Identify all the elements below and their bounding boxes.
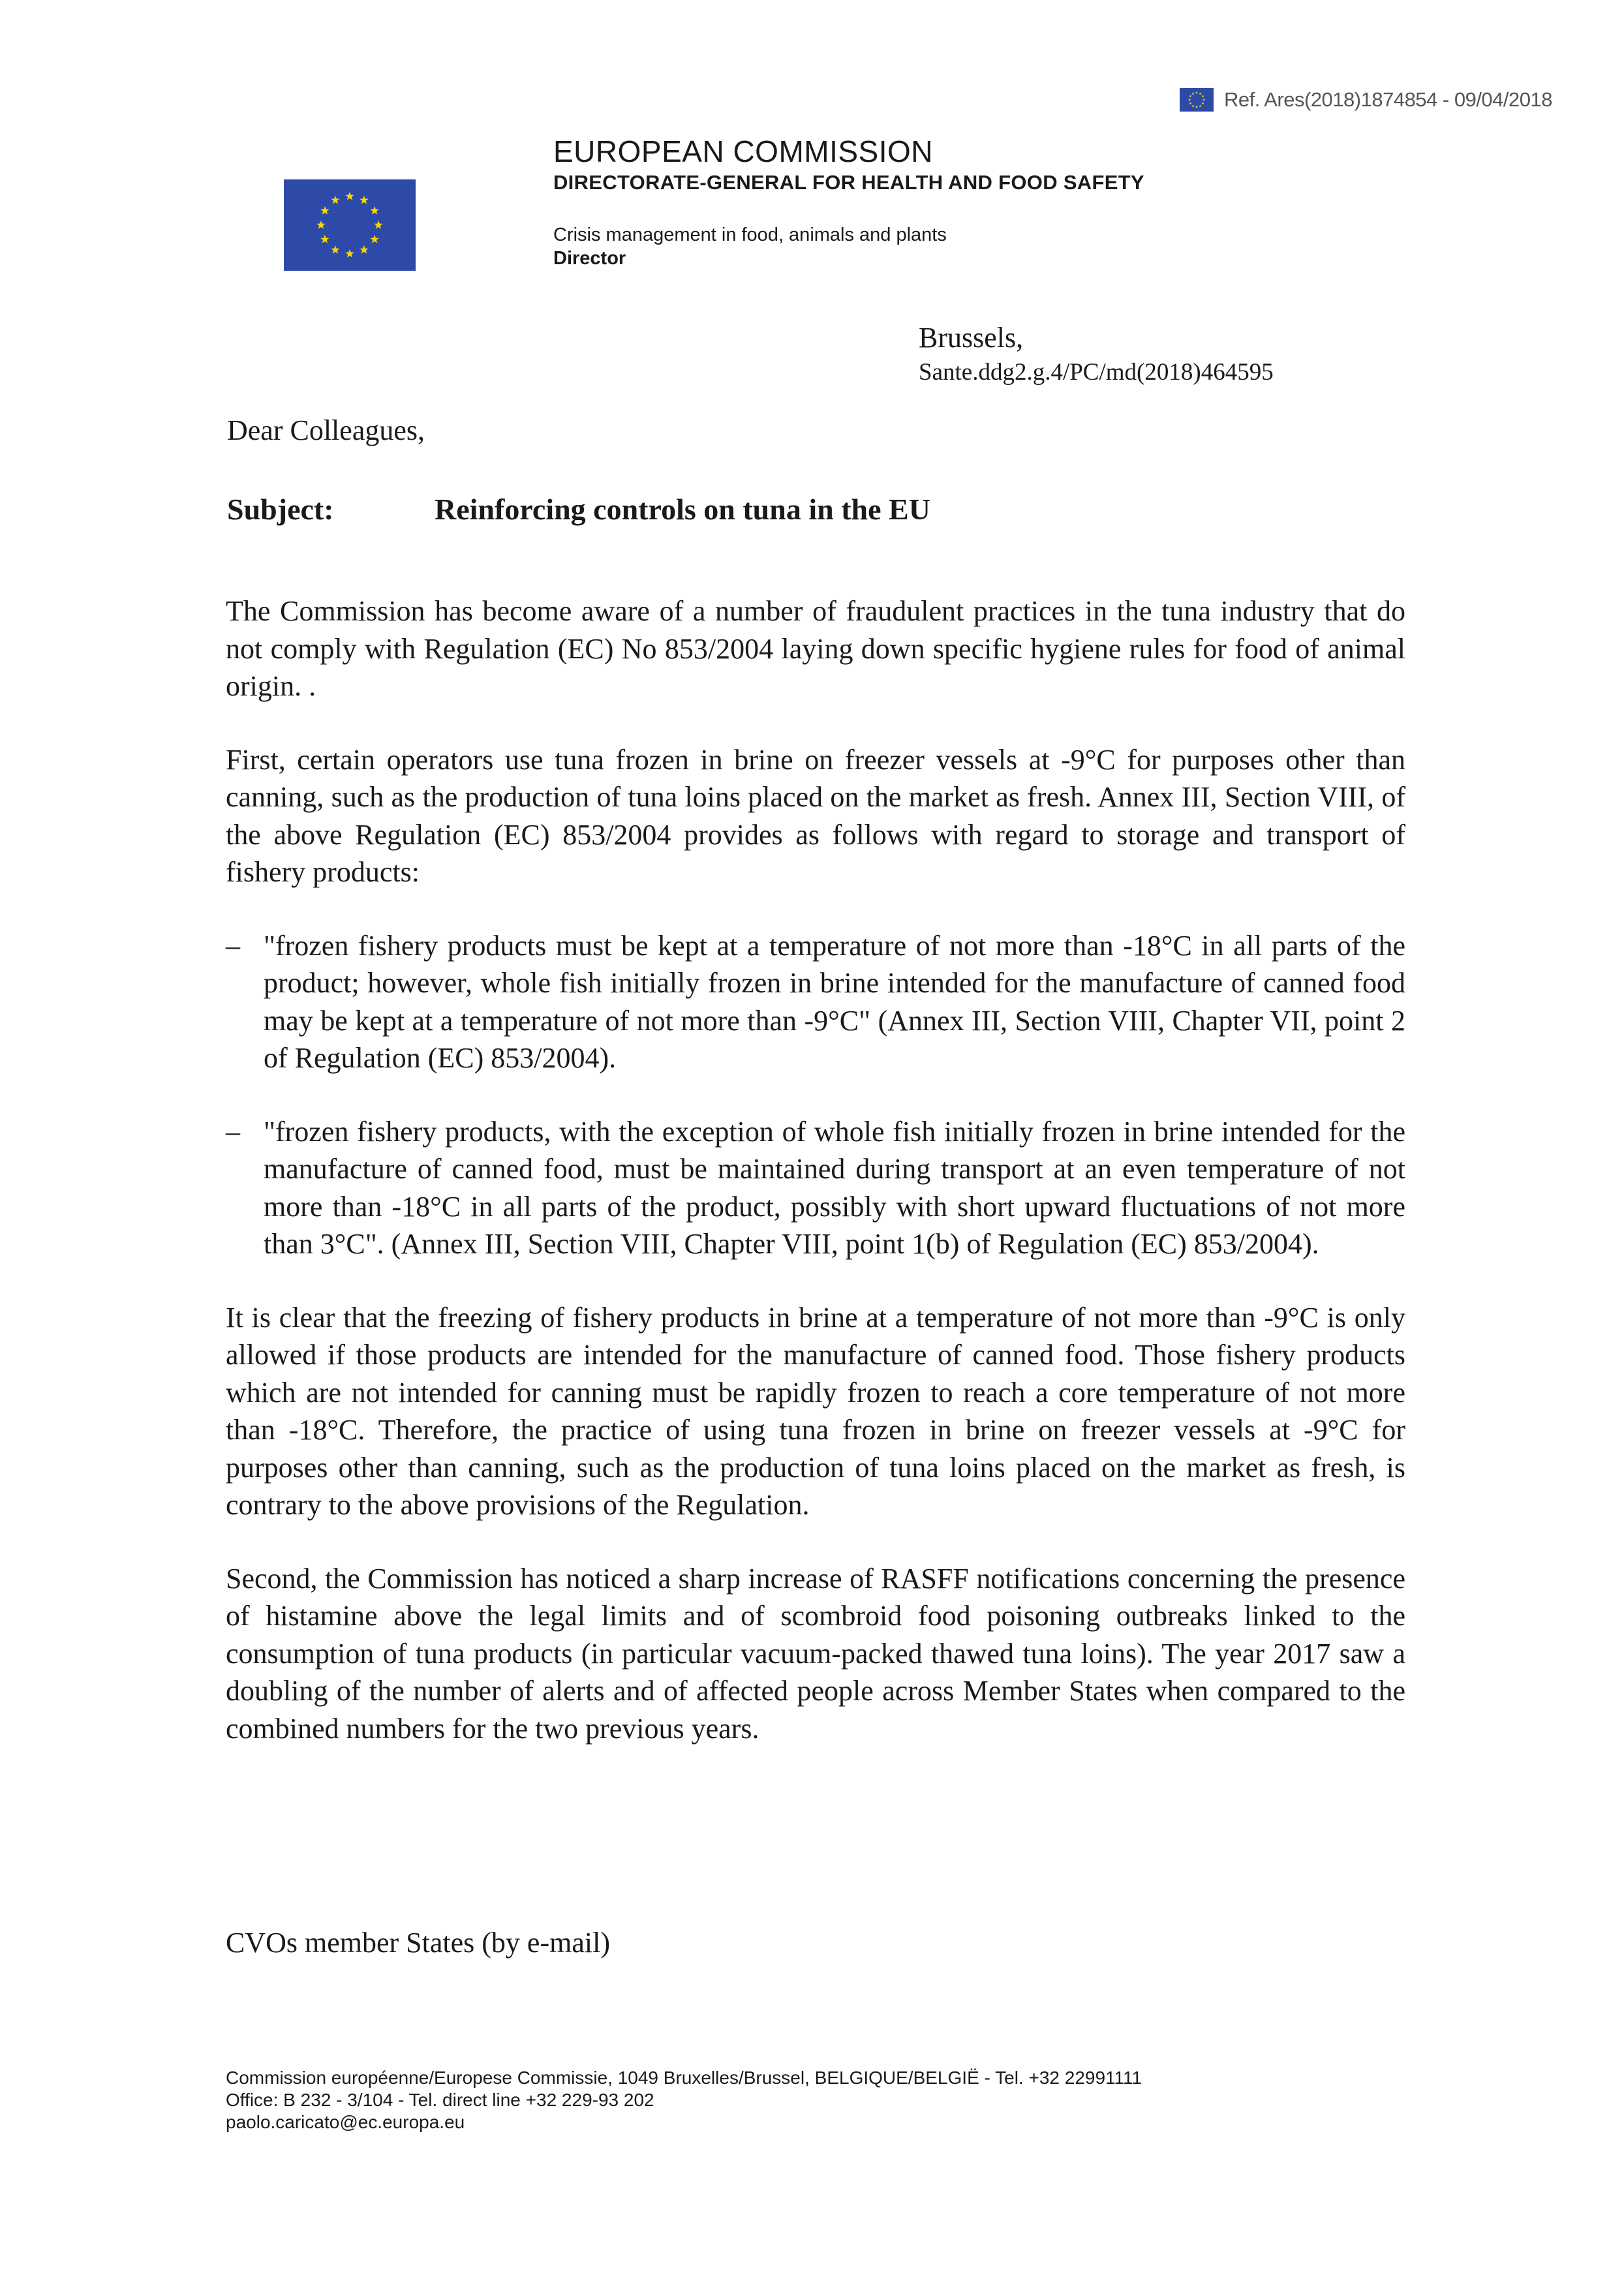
bullet-text: "frozen fishery products must be kept at a temperature of not more than -18°C in all parts of the product; however, whole fish initially frozen in brine intended for the manufacture of canned food may be kept at a temperature of not more than -9°C" (Annex III, Section VIII, Chapter VII, point 2 of Regulation (EC) 853/2004). xyxy=(264,929,1405,1074)
organisation-name: EUROPEAN COMMISSION xyxy=(553,134,934,168)
unit-name: Crisis management in food, animals and plants xyxy=(553,224,947,245)
subject-line xyxy=(227,491,930,528)
footer-address: Commission européenne/Europese Commissie, 1049 Bruxelles/Brussel, BELGIQUE/BELGIË - Tel. +32 22991111 xyxy=(226,2068,1142,2088)
letter-body xyxy=(226,592,1405,1783)
footer-office: Office: B 232 - 3/104 - Tel. direct line +32 229-93 202 xyxy=(226,2090,654,2110)
recipients: CVOs member States (by e-mail) xyxy=(226,1927,610,1959)
eu-flag-icon xyxy=(1180,88,1214,112)
bullet-dash: – xyxy=(226,1115,240,1148)
reference-stamp xyxy=(1180,88,1552,112)
reference-number: Ref. Ares(2018)1874854 - 09/04/2018 xyxy=(1224,88,1552,111)
bullet-dash: – xyxy=(226,929,240,962)
paragraph: Second, the Commission has noticed a sharp increase of RASFF notifications concerning the presence of histamine above the legal limits and of scombroid food poisoning outbreaks linked to the consumption of tuna products (in particular vacuum-packed thawed tuna loins). The year 2017 saw a doubling of the number of alerts and of affected people across Member States when compared to the combined numbers for the two previous years. xyxy=(226,1562,1405,1745)
eu-flag-logo xyxy=(284,179,416,271)
paragraph: First, certain operators use tuna frozen in brine on freezer vessels at -9°C for purposes other than canning, such as the production of tuna loins placed on the market as fresh. Annex III, Section VIII, of the above Regulation (EC) 853/2004 provides as follows with regard to storage and transport of fishery products: xyxy=(226,743,1405,888)
document-reference: Sante.ddg2.g.4/PC/md(2018)464595 xyxy=(919,359,1274,386)
bullet-text: "frozen fishery products, with the exception of whole fish initially frozen in brine intended for the manufacture of canned food, must be maintained during transport at an even temperature of not more than -18°C in all parts of the product, possibly with short upward fluctuations of not more than 3°C". (Annex III, Section VIII, Chapter VIII, point 1(b) of Regulation (EC) 853/2004). xyxy=(264,1115,1405,1260)
subject-text: Reinforcing controls on tuna in the EU xyxy=(435,493,930,526)
paragraph: The Commission has become aware of a number of fraudulent practices in the tuna industry that do not comply with Regulation (EC) No 853/2004 laying down specific hygiene rules for food of animal origin. . xyxy=(226,595,1405,702)
salutation: Dear Colleagues, xyxy=(227,414,425,446)
bullet-item xyxy=(226,927,1405,1077)
place: Brussels, xyxy=(919,322,1024,354)
directorate-name: DIRECTORATE-GENERAL FOR HEALTH AND FOOD SAFETY xyxy=(553,171,1144,194)
bullet-item xyxy=(226,1113,1405,1263)
subject-label: Subject: xyxy=(227,493,334,526)
footer-email[interactable]: paolo.caricato@ec.europa.eu xyxy=(226,2112,465,2132)
paragraph: It is clear that the freezing of fishery products in brine at a temperature of not more than -9°C is only allowed if those products are intended for the manufacture of canned food. Those fishery products which are not intended for canning must be rapidly frozen to reach a core temperature of not more than -18°C. Therefore, the practice of using tuna frozen in brine on freezer vessels at -9°C for purposes other than canning, such as the production of tuna loins placed on the market as fresh, is contrary to the above provisions of the Regulation. xyxy=(226,1301,1405,1521)
place-and-reference xyxy=(919,320,1274,389)
footer xyxy=(226,2067,1142,2133)
unit-role: Director xyxy=(553,248,626,269)
letterhead xyxy=(553,133,1144,270)
